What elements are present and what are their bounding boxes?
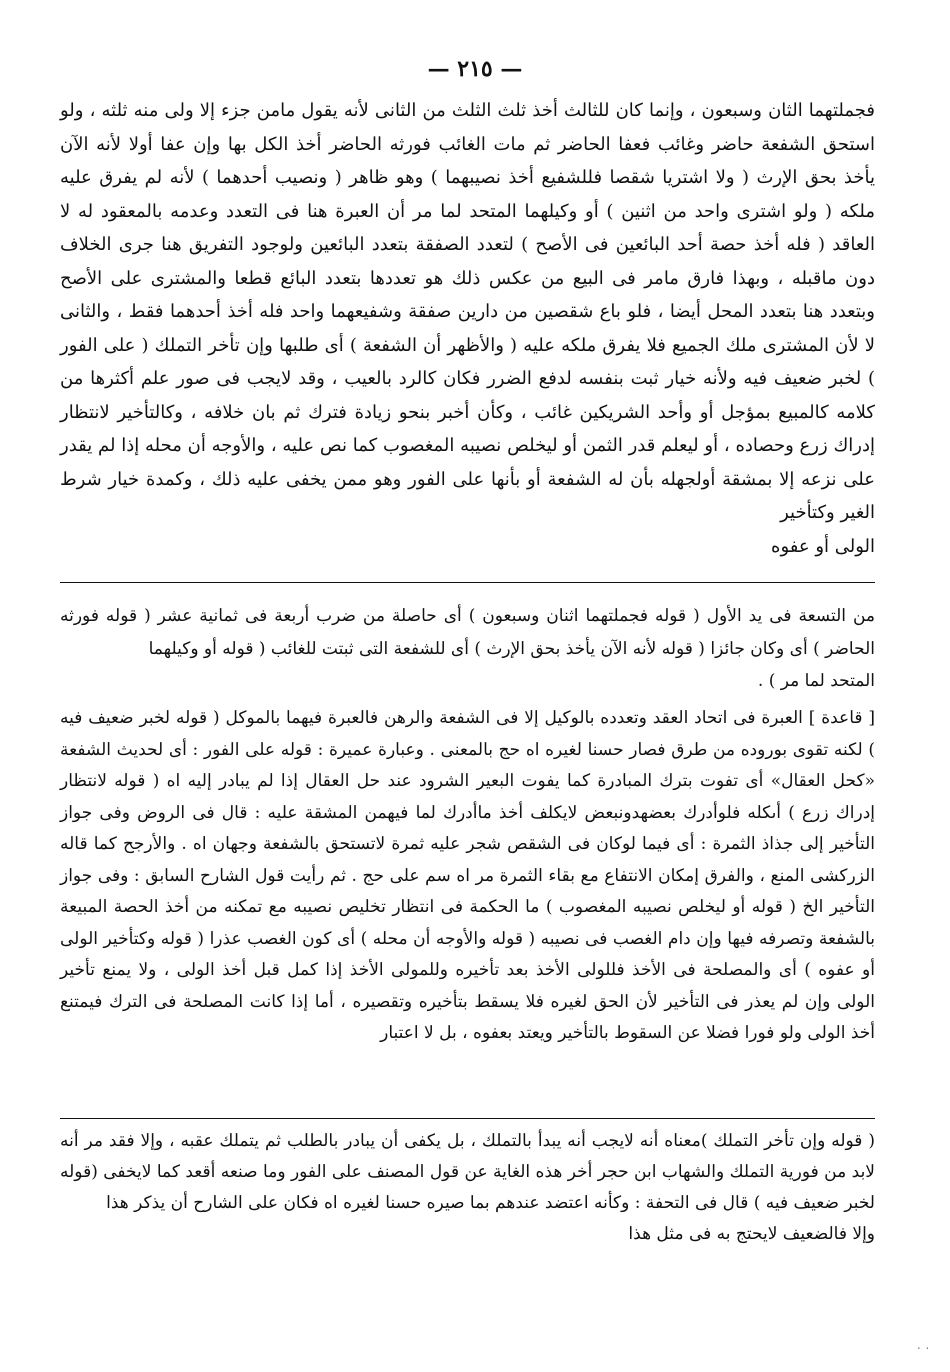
main-text-last-line: الولى أو عفوه (771, 535, 875, 557)
commentary-first-body: من التسعة فى يد الأول ( قوله فجملتهما اثنان وسبعون ) أى حاصلة من ضرب أربعة فى ثمانية عشر ( قوله فورثه الحاضر ) أى وكان جائزا ( قوله لأنه الآن يأخذ بحق الإرث ) أى للشفعة التى ثبتت للغائب ( قوله أو وكيلهما (60, 606, 875, 659)
footer-commentary (60, 1126, 875, 1250)
main-text (60, 94, 875, 563)
commentary-first-paragraph (60, 600, 875, 698)
commentary-first-last-line: المتحد لما مر ) . (757, 671, 875, 691)
divider-commentary-footer (60, 1118, 875, 1119)
footer-commentary-last-line: وإلا فالضعيف لايحتج به فى مثل هذا (628, 1224, 875, 1244)
divider-main-commentary (60, 582, 875, 583)
main-text-body: فجملتهما الثان وسبعون ، وإنما كان للثالث أخذ ثلث الثلث من الثانى لأنه يقول مامن جزء إلا ولى منه ثلثه ، ولو استحق الشفعة حاضر وغائب فعفا الحاضر ثم مات الغائب فورثه الحاضر أخذ الكل بها وإن عفا أولا لأنه الآن يأخذ بحق الإرث ( ولا اشتريا شقصا فللشفيع أخذ نصيبهما ) وهو ظاهر ( ونصيب أحدهما ) لأنه لم يفرق عليه ملكه ( ولو اشترى واحد من اثنين ) أو وكيلهما المتحد لما مر أن العبرة هنا فى التعدد وعدمه بالمعقود له لا العاقد ( فله أخذ حصة أحد البائعين فى الأصح ) لتعدد الصفقة بتعدد البائعين ولوجود التفريق هنا جرى الخلاف دون ماقبله ، وبهذا فارق مامر فى البيع من عكس ذلك هو تعددها بتعدد البائع قطعا والمشترى على الأصح وبتعدد هنا بتعدد المحل أيضا ، فلو باع شقصين من دارين صفقة وشفيعهما واحد فله أخذ أحدهما فقط ، والثانى لا لأن المشترى ملك الجميع فلا يفرق ملكه عليه ( والأظهر أن الشفعة ) أى طلبها وإن تأخر التملك ( على الفور ) لخبر ضعيف فيه ولأنه خيار ثبت بنفسه لدفع الضرر فكان كالرد بالعيب ، وقد لايجب فى صور علم أكثرها من كلامه كالمبيع بمؤجل أو وأحد الشريكين غائب ، وكأن أخبر بنحو زيادة فترك ثم بان خلافه ، وكالتأخير لانتظار إدراك زرع وحصاده ، أو ليعلم قدر الثمن أو ليخلص نصيبه المغصوب كما نص عليه ، والأوجه أن محله إذا لم يقدر على نزعه إلا بمشقة أولجهله بأن له الشفعة أو بأنها على الفور وهو ممن يخفى عليه ذلك ، وكمدة خيار شرط الغير وكتأخير (60, 100, 875, 523)
commentary-second-body: [ قاعدة ] العبرة فى اتحاد العقد وتعدده بالوكيل إلا فى الشفعة والرهن فالعبرة فيهما بالموكل ( قوله لخبر ضعيف فيه ) لكنه تقوى بوروده من طرق فصار حسنا لغيره اه حج بالمعنى . وعبارة عميرة : قوله على الفور : أى لحديث الشفعة «كحل العقال» أى تفوت بترك المبادرة كما يفوت البعير الشرود عند حل العقال إذا لم يبادر إليه اه ( قوله لانتظار إدراك زرع ) أىكله فلوأدرك بعضهدونبعض لايكلف أخذ ماأدرك لما فيهمن المشقة عليه : قال فى الروض وفى جواز التأخير إلى جذاذ الثمرة : أى فيما لوكان فى الشقص شجر عليه ثمرة لاتستحق بالشفعة وجهان اه . والأرجح كما قاله الزركشى المنع ، والفرق إمكان الانتفاع مع بقاء الثمرة مر اه سم على حج . ثم رأيت قول الشارح السابق : وفى جواز التأخير الخ ( قوله أو ليخلص نصيبه المغصوب ) ما الحكمة فى انتظار تخليص نصيبه مع تمكنه من أخذ الحصة المبيعة بالشفعة وتصرفه فيها وإن دام الغصب فى نصيبه ( قوله والأوجه أن محله ) أى كون الغصب عذرا ( قوله وكتأخير الولى أو عفوه ) أى والمصلحة فى الأخذ فللولى الأخذ بعد تأخيره وللمولى الأخذ إذا كمل قبل أخذ الولى ، ولا يمنع تأخير الولى وإن لم يعذر فى التأخير لأن الحق لغيره فلا يسقط بتأخيره وتقصيره ، أما إذا كانت المصلحة فى الترك فيمتنع أخذ الولى ولو فورا فضلا عن السقوط بالتأخير ويعتد بعفوه ، بل لا اعتبار (60, 708, 875, 1043)
commentary-second-paragraph (60, 703, 875, 1050)
page-number: — ٢١٥ — (427, 56, 523, 82)
footer-commentary-body: ( قوله وإن تأخر التملك )معناه أنه لايجب أنه يبدأ بالتملك ، بل يكفى أن يبادر بالطلب ثم يتملك عقبه ، وإلا فقد مر أنه لابد من فورية التملك والشهاب ابن حجر أخر هذه الغاية عن قول المصنف على الفور وما صنعه أقعد كما لايخفى (قوله لخبر ضعيف فيه ) قال فى التحفة : وكأنه اعتضد عندهم بما صيره حسنا لغيره اه فكان على الشارح أن يذكر هذا (60, 1131, 875, 1213)
stray-mark: ٠ ٠ (916, 1343, 930, 1354)
